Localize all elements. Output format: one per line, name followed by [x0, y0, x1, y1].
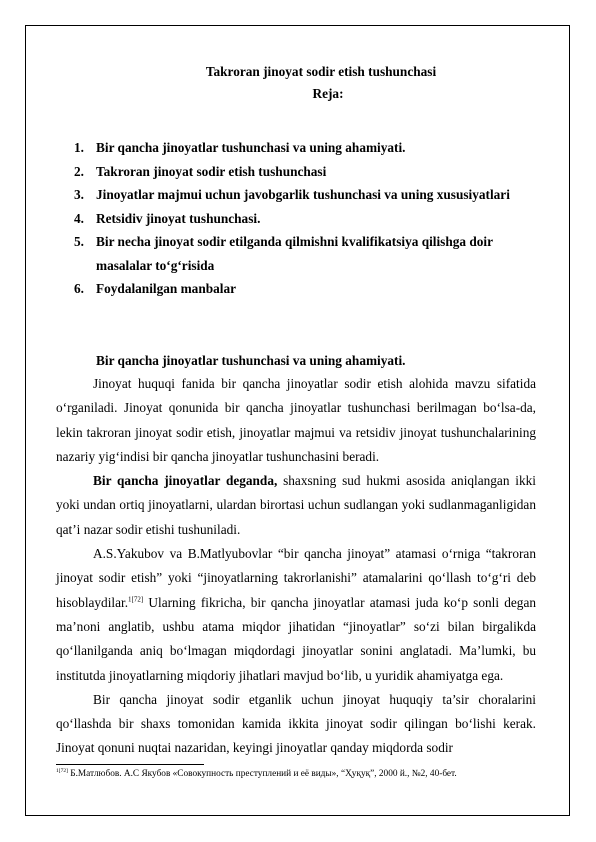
- toc-item-text: Bir necha jinoyat sodir etilganda qilmishni kvalifikatsiya qilishga doir masalalar to‘g‘risida: [96, 234, 493, 273]
- paragraph: Bir qancha jinoyat sodir etganlik uchun jinoyat huquqiy ta’sir choralarini qo‘llashda bir shaxs tomonidan kamida ikkita jinoyat sodir qilingan bo‘lishi kerak. Jinoyat qonuni nuqtai nazaridan, keyingi jinoyatlar qanday miqdorda sodir: [56, 691, 536, 756]
- toc-item-text: Jinoyatlar majmui uchun javobgarlik tushunchasi va uning xususiyatlari: [96, 187, 510, 202]
- toc-item-text: Takroran jinoyat sodir etish tushunchasi: [96, 163, 327, 179]
- footnote-marker: 1[72]: [56, 767, 68, 774]
- toc-item-text: Retsidiv jinoyat tushunchasi.: [96, 210, 261, 226]
- toc-item-text: Foydalanilgan manbalar: [96, 281, 237, 296]
- toc-item-number: 2.: [74, 163, 84, 179]
- footnote: [56, 768, 536, 780]
- toc-item-number: 6.: [74, 281, 84, 296]
- paragraph: [56, 469, 536, 542]
- footnote-text: Б.Матлюбов. А.С Якубов «Совокупность преступлений и её виды», “Ҳуқуқ”, 2000 й., №2, 40-бет.: [67, 769, 457, 779]
- document-body: [56, 350, 536, 761]
- toc-item-number: 1.: [74, 140, 84, 155]
- toc-item: [74, 183, 514, 207]
- footnote-reference[interactable]: 1[72]: [128, 595, 144, 604]
- paragraph-text: A.S.Yakubov va B.Matlyubovlar “bir qancha jinoyat” atamasi o‘rniga “takroran jinoyat sodir etish” yoki “jinoyatlarning takrorlanishi” atamalarini qo‘llash to‘g‘ri deb hisoblaydilar.: [56, 546, 536, 610]
- table-of-contents: [74, 136, 514, 301]
- footnote-separator: [56, 764, 204, 765]
- section-heading: Bir qancha jinoyatlar tushunchasi va uning ahamiyati.: [96, 353, 406, 368]
- toc-item-text: Bir qancha jinoyatlar tushunchasi va uning ahamiyati.: [96, 140, 406, 155]
- toc-item: [74, 207, 514, 231]
- toc-item: [74, 277, 514, 301]
- document-title-block: [0, 63, 596, 103]
- toc-item-number: 4.: [74, 210, 84, 226]
- toc-item-number: 5.: [74, 234, 84, 249]
- page-title: Takroran jinoyat sodir etish tushunchasi: [205, 64, 437, 79]
- plan-label: Reja:: [312, 86, 344, 101]
- toc-item: [74, 136, 514, 160]
- toc-item-number: 3.: [74, 187, 84, 202]
- toc-item: [74, 160, 514, 184]
- paragraph: Jinoyat huquqi fanida bir qancha jinoyatlar sodir etish alohida mavzu sifatida o‘rganiladi. Jinoyat qonunida bir qancha jinoyatlar tushunchasi berilmagan bo‘lsa-da, lekin takroran jinoyat sodir etish, jinoyatlar majmui va retsidiv jinoyat tushunchalarining nazariy yig‘indisi bir qancha jinoyatlar tushunchasini beradi.: [56, 376, 536, 464]
- paragraph: [56, 542, 536, 688]
- term-definition-bold: Bir qancha jinoyatlar deganda,: [93, 473, 278, 489]
- toc-item: [74, 230, 514, 277]
- paragraph-text: shaxsning sud hukmi asosida aniqlangan ikki yoki undan ortiq jinoyatlarni, ulardan birortasi uchun sudlangan yoki sudlanmaganligidan qat’i nazar sodir etishi tushuniladi.: [56, 473, 536, 537]
- paragraph-text: Ularning fikricha, bir qancha jinoyatlar atamasi juda ko‘p sonli degan ma’noni anglatib, ushbu atama miqdor jihatidan “jinoyatlar” so‘zi bilan birgalikda qo‘llanilganda aniq bo‘lmagan miqdordagi jinoyatlar sonini anglatadi. Ma’lumki, bu institutda jinoyatlarning miqdoriy jihatlari mavjud bo‘lib, u yuridik ahamiyatga ega.: [56, 594, 536, 683]
